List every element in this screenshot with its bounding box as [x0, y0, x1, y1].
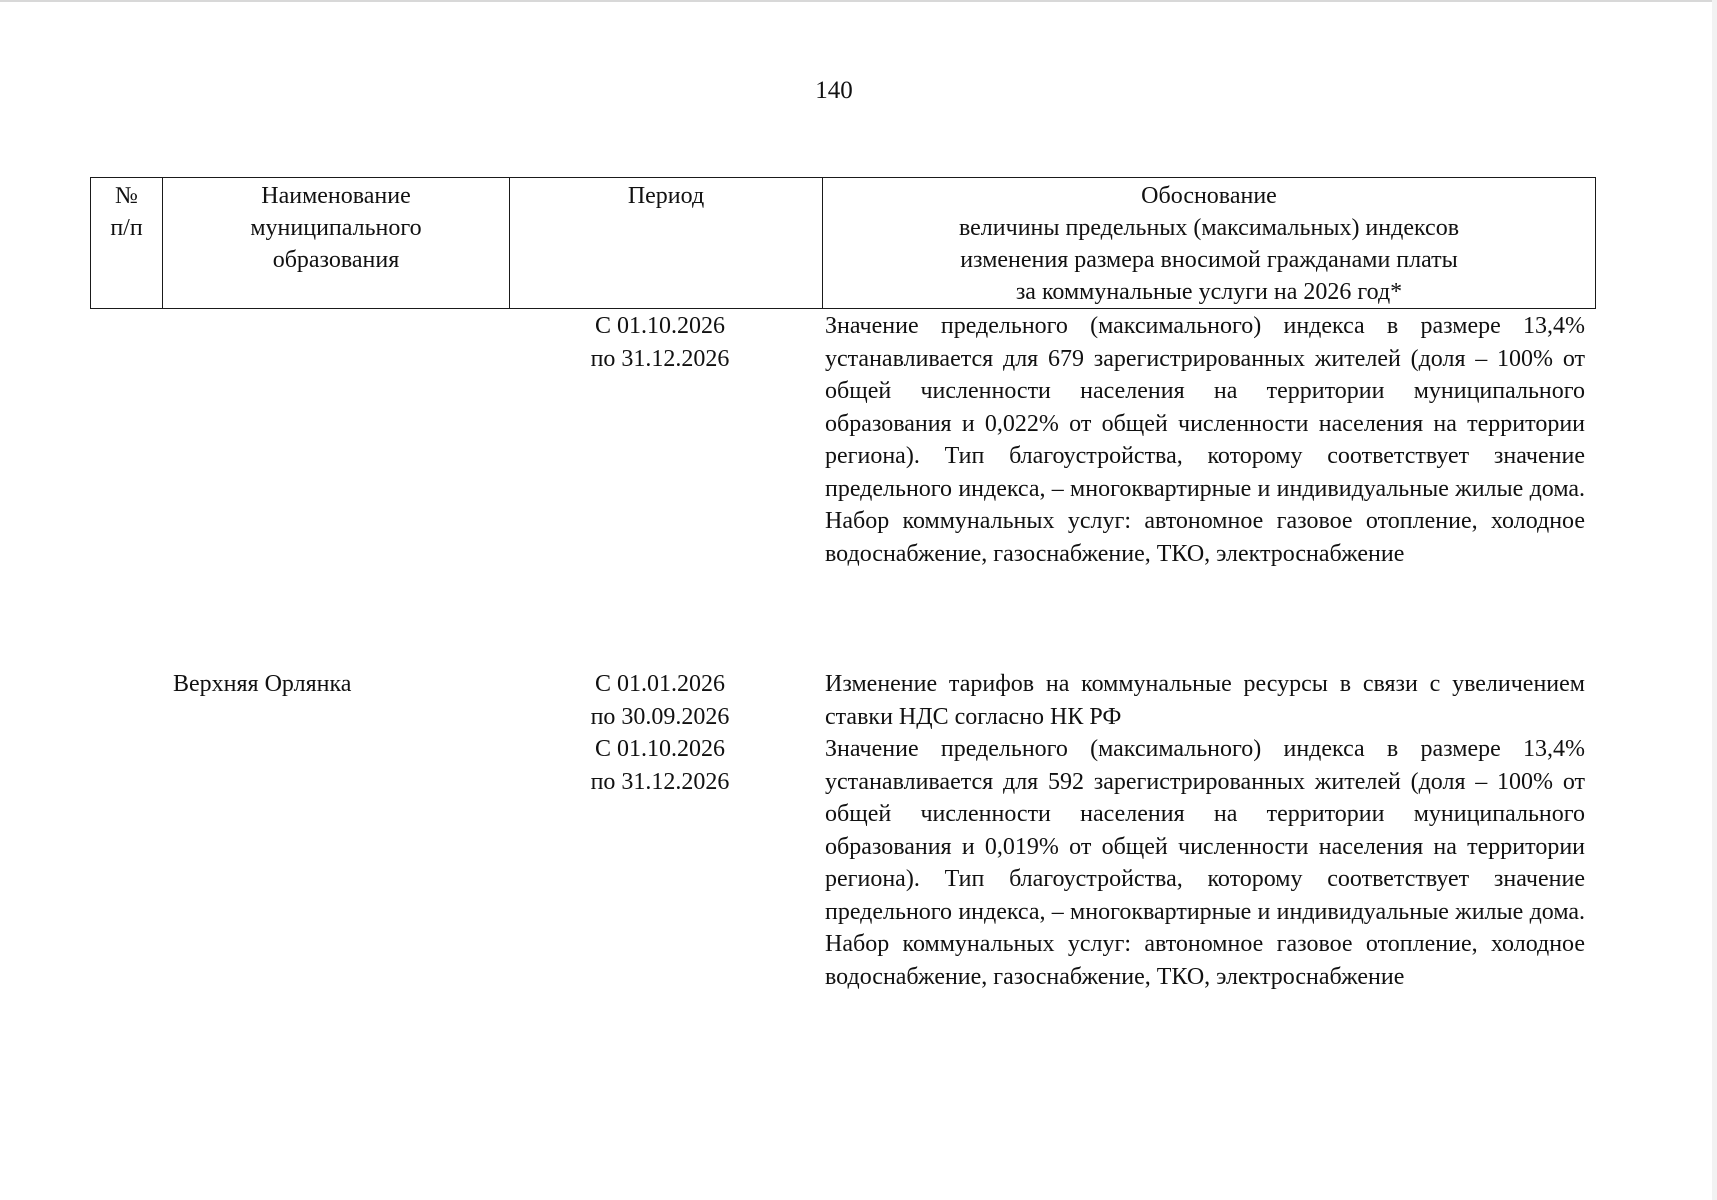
scan-right-edge — [1712, 0, 1717, 1200]
period-cell: С 01.01.2026 по 30.09.2026 С 01.10.2026 по 31.12.2026 — [590, 671, 730, 795]
table-header — [90, 177, 1596, 309]
header-name-label: Наименование муниципального образования — [250, 183, 422, 273]
basis-cell — [825, 668, 1585, 993]
header-cell-number — [91, 178, 163, 309]
basis-paragraph: Изменение тарифов на коммунальные ресурсы в связи с увеличением ставки НДС согласно НК РФ — [825, 671, 1585, 730]
period-cell: С 01.10.2026 по 31.12.2026 — [590, 313, 730, 372]
page-number: 140 — [815, 77, 853, 104]
municipality-name: Верхняя Орлянка — [173, 671, 352, 697]
header-cell-basis — [823, 178, 1596, 309]
basis-paragraph: Значение предельного (максимального) индекса в размере 13,4% устанавливается для 679 зарегистрированных жителей (доля – 100% от общей численности населения на территории муниципального образования и 0,022% от общей численности населения на территории региона). Тип благоустройства, которому соответствует значение предельного индекса, – многоквартирные и индивидуальные жилые дома. Набор коммунальных услуг: автономное газовое отопление, холодное водоснабжение, газоснабжение, ТКО, электроснабжение — [825, 313, 1585, 567]
header-cell-name — [163, 178, 510, 309]
header-number-label: № п/п — [110, 183, 143, 241]
table-header-row — [91, 178, 1596, 309]
basis-paragraph: Значение предельного (максимального) индекса в размере 13,4% устанавливается для 592 зарегистрированных жителей (доля – 100% от общей численности населения на территории муниципального образования и 0,019% от общей численности населения на территории региона). Тип благоустройства, которому соответствует значение предельного индекса, – многоквартирные и индивидуальные жилые дома. Набор коммунальных услуг: автономное газовое отопление, холодное водоснабжение, газоснабжение, ТКО, электроснабжение — [825, 736, 1585, 990]
header-basis-label: Обоснование величины предельных (максимальных) индексов изменения размера вносимой гражданами платы за коммунальные услуги на 2026 год* — [958, 183, 1460, 305]
header-cell-period — [510, 178, 823, 309]
header-period-label: Период — [627, 183, 705, 209]
basis-cell — [825, 310, 1585, 570]
scan-top-edge — [0, 0, 1717, 2]
